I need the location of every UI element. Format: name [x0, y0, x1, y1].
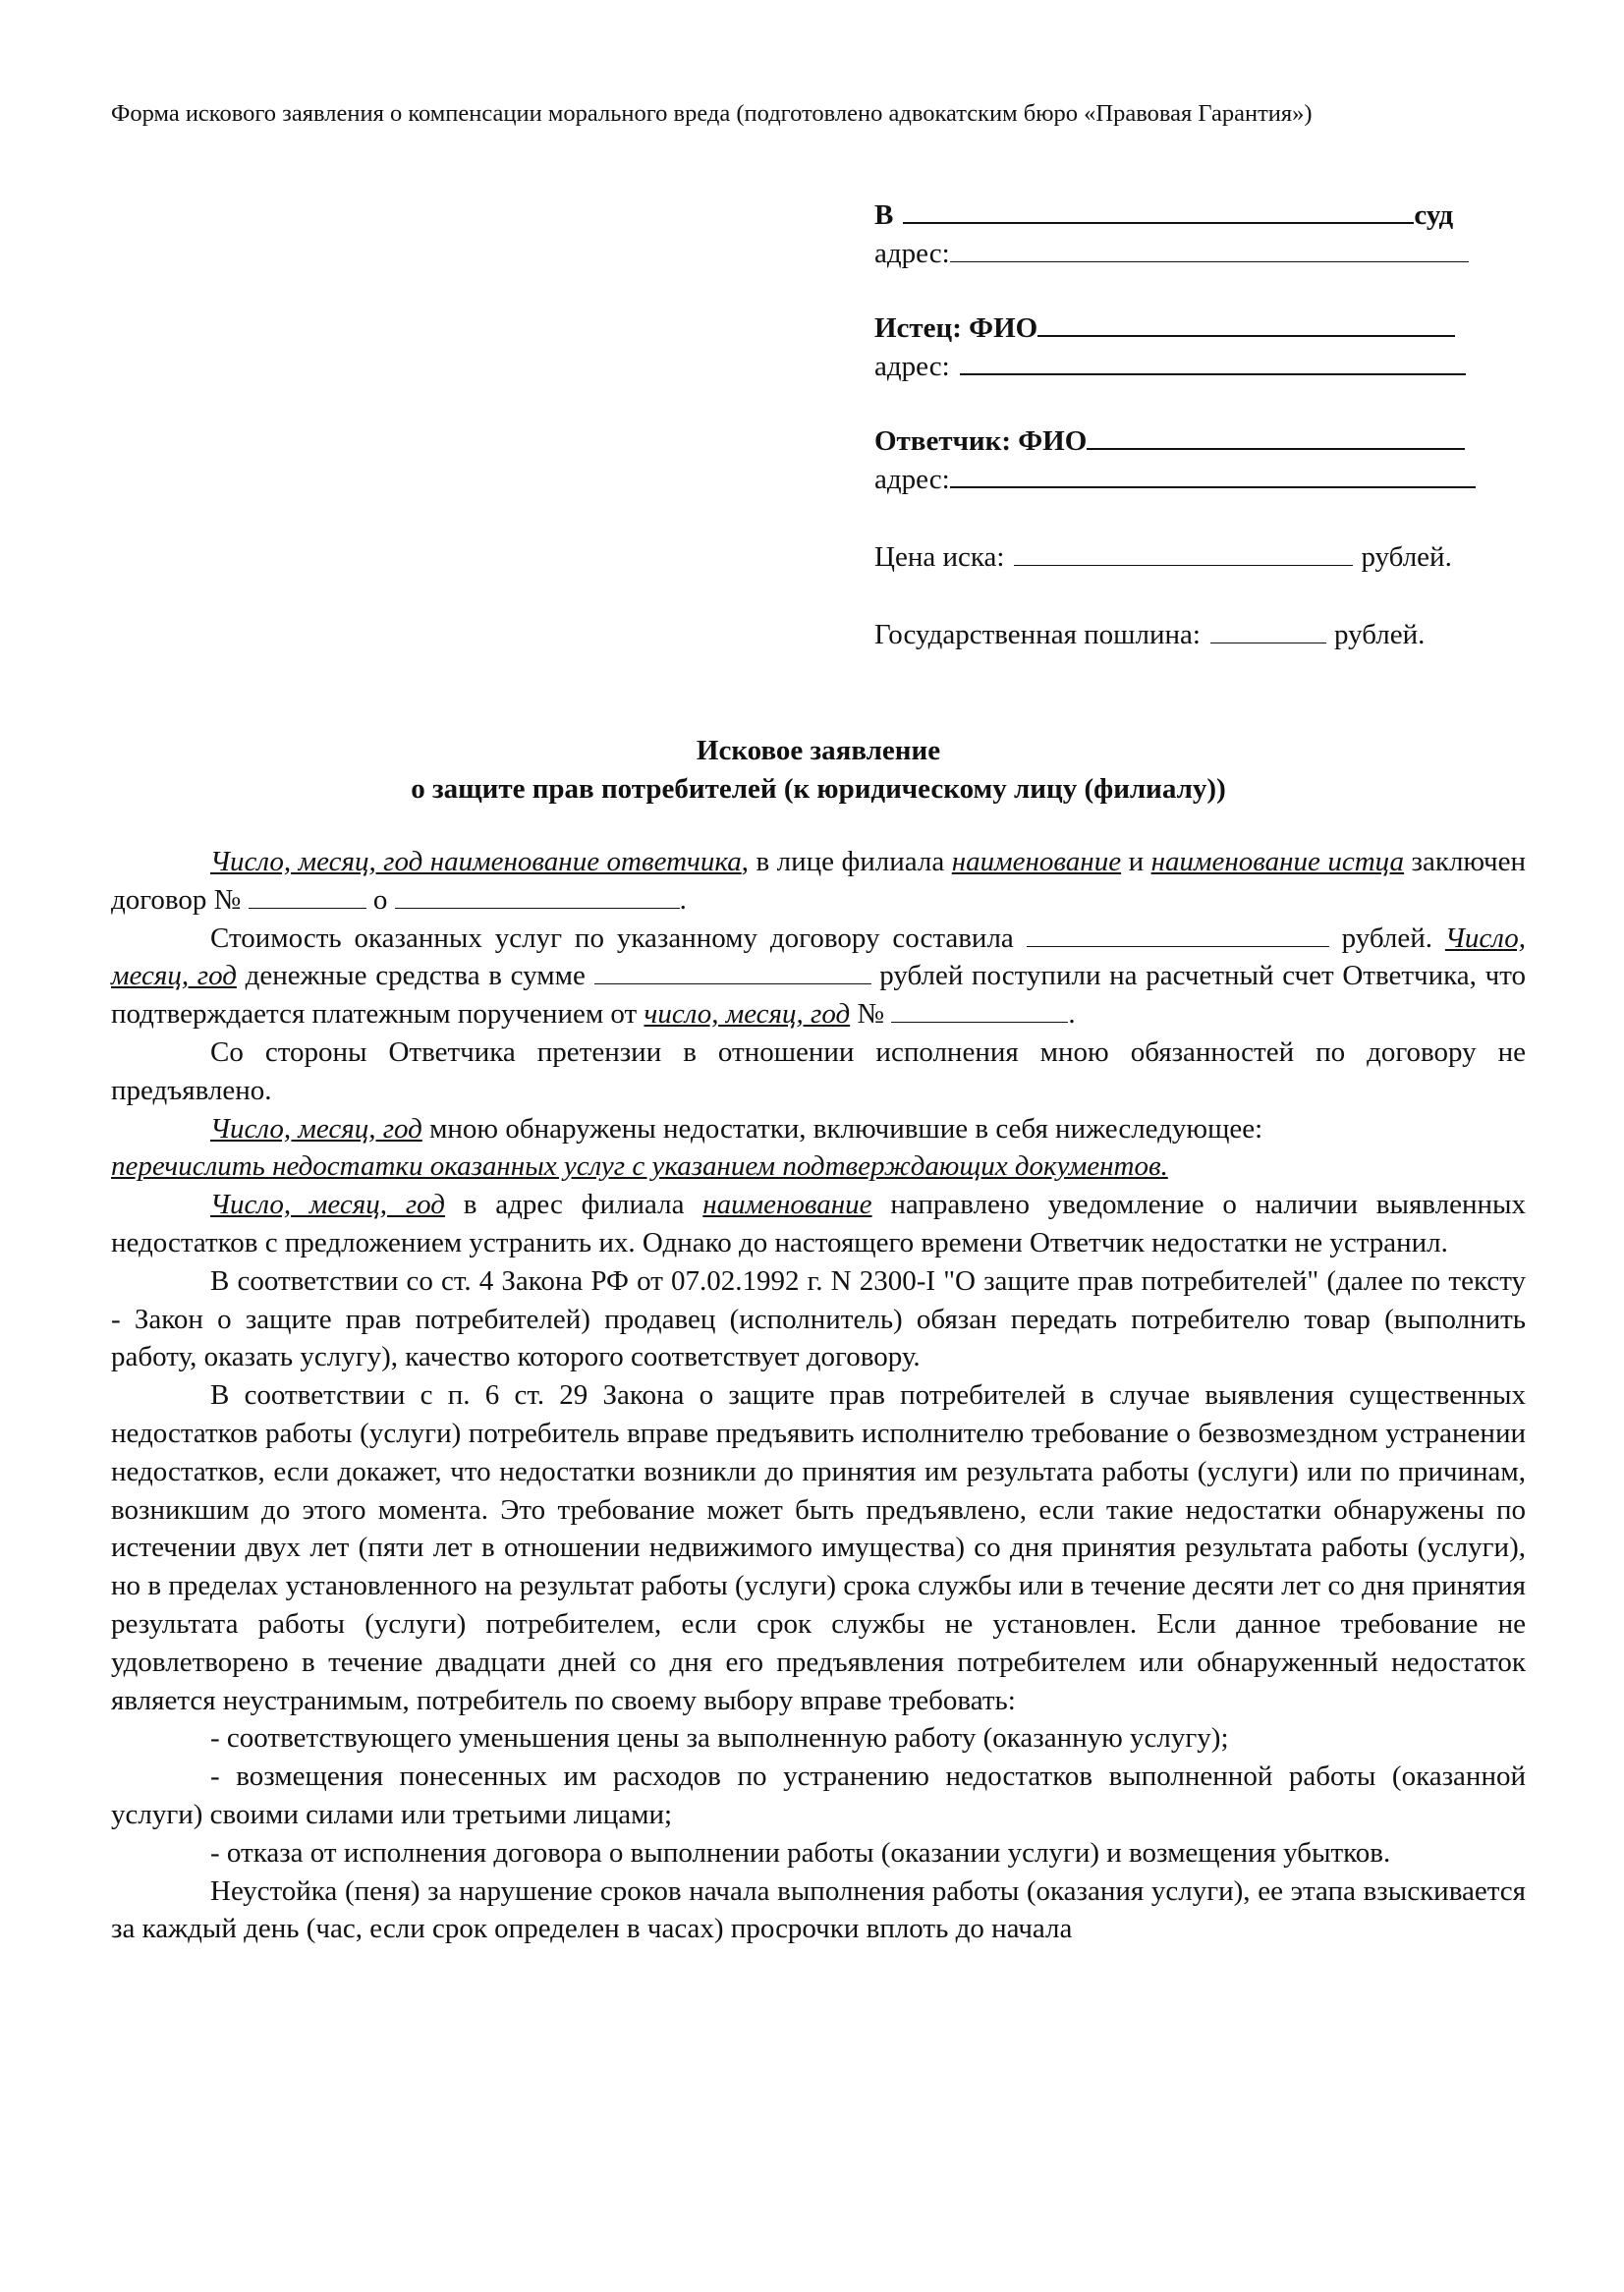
- list-item: - соответствующего уменьшения цены за выполненную работу (оказанную услугу);: [210, 1722, 1229, 1755]
- paragraph-payment: [111, 920, 1526, 1034]
- text-fragment: .: [679, 883, 687, 916]
- paragraph-notice: [111, 1186, 1526, 1262]
- placeholder-notice-date: Число, месяц, год: [210, 1189, 445, 1221]
- title-line-2: о защите прав потребителей (к юридическому лицу (филиалу)): [411, 773, 1226, 805]
- plaintiff-name-blank[interactable]: [1037, 309, 1455, 337]
- contract-number-blank[interactable]: [249, 884, 366, 909]
- text-fragment: .: [1068, 998, 1076, 1031]
- placeholder-payment-date: Число, месяц, год: [111, 922, 1526, 992]
- paragraph-law-article-29: В соответствии с п. 6 ст. 29 Закона о защите прав потребителей в случае выявления существенных недостатков работы (услуги) потребитель вправе предъявить исполнителю требование о безвозмездном устранении недостатков, если докажет, что недостатки возникли до принятия им результата работы (услуги) или по причинам, возникшим до этого момента. Это требование может быть предъявлено, если такие недостатки обнаружены по истечении двух лет (пяти лет в отношении недвижимого имущества) со дня принятия результата работы (услуги), но в пределах установленного на результат работы (услуги) срока службы или в течение десяти лет со дня принятия результата работы (услуги) потребителем, если срок службы не установлен. Если данное требование не удовлетворено в течение двадцати дней со дня его предъявления потребителем или обнаруженный недостаток является неустранимым, потребитель по своему выбору вправе требовать:: [111, 1379, 1526, 1716]
- duty-blank[interactable]: [1210, 617, 1326, 643]
- requirements-list: [111, 1719, 1526, 1872]
- placeholder-order-date: число, месяц, год: [644, 998, 851, 1031]
- claim-price-label: Цена иска:: [874, 541, 1005, 573]
- court-address-label: адрес:: [874, 238, 950, 269]
- court-prefix: В: [874, 199, 894, 231]
- paragraph-penalty: Неустойка (пеня) за нарушение сроков начала выполнения работы (оказания услуги), ее этапа взыскивается за каждый день (час, если срок определен в часах) просрочки вплоть до начала: [111, 1874, 1526, 1945]
- placeholder-defects-date: Число, месяц, год: [210, 1112, 422, 1145]
- text-fragment: о: [365, 883, 395, 916]
- document-title: [111, 732, 1526, 809]
- text-fragment: денежные средства в сумме: [236, 960, 594, 992]
- plaintiff-line: [874, 309, 1523, 348]
- list-item: - возмещения понесенных им расходов по устранению недостатков выполненной работы (оказанной услуги) своими силами или третьими лицами;: [111, 1761, 1526, 1830]
- duty-unit: рублей.: [1333, 619, 1426, 650]
- placeholder-date-defendant: Число, месяц, год наименование ответчика: [210, 846, 742, 877]
- duty-label: Государственная пошлина:: [874, 619, 1201, 650]
- defendant-address-label: адрес:: [874, 464, 950, 495]
- court-line: [874, 196, 1523, 235]
- text-fragment: в адрес филиала: [444, 1189, 703, 1221]
- text-fragment: рублей поступили на расчетный счет Ответчика, что подтверждается платежным поручением от: [111, 960, 1526, 1031]
- recipient-block: [874, 196, 1523, 654]
- court-name-blank[interactable]: [903, 196, 1414, 224]
- text-fragment: направлено уведомление о наличии выявленных недостатков с предложением устранить их. Однако до настоящего времени Ответчик недостатки не устранил.: [111, 1189, 1526, 1258]
- paragraph-contract: [111, 843, 1526, 920]
- paragraph-no-claims: Со стороны Ответчика претензии в отношении исполнения мною обязанностей по договору не предъявлено.: [111, 1035, 1526, 1106]
- placeholder-plaintiff-name: наименование истца: [1150, 846, 1405, 877]
- court-address-line: [874, 235, 1523, 273]
- text-fragment: №: [850, 998, 892, 1031]
- service-cost-blank[interactable]: [1027, 922, 1329, 947]
- contract-subject-blank[interactable]: [395, 884, 680, 909]
- list-item: - отказа от исполнения договора о выполнении работы (оказании услуги) и возмещения убытков.: [210, 1836, 1391, 1869]
- document-body: [111, 843, 1526, 1948]
- text-fragment: и: [1121, 846, 1151, 877]
- defendant-address-line: [874, 461, 1523, 499]
- text-fragment: рублей.: [1328, 922, 1445, 954]
- claim-price-line: [874, 538, 1523, 577]
- text-fragment: заключен договор №: [111, 846, 1526, 916]
- defendant-label: Ответчик: ФИО: [874, 425, 1088, 457]
- defendant-line: [874, 422, 1523, 461]
- payment-order-number-blank[interactable]: [891, 998, 1068, 1023]
- title-line-1: Исковое заявление: [696, 735, 941, 766]
- text-fragment: Стоимость оказанных услуг по указанному договору составила: [210, 922, 1027, 954]
- placeholder-notice-branch: наименование: [702, 1189, 872, 1221]
- payment-amount-blank[interactable]: [594, 960, 871, 984]
- defendant-name-blank[interactable]: [1087, 422, 1465, 450]
- plaintiff-address-line: [874, 348, 1523, 386]
- text-fragment: мною обнаружены недостатки, включившие в себя нижеследующее:: [421, 1112, 1263, 1145]
- placeholder-branch-name: наименование: [951, 846, 1122, 877]
- placeholder-defects-list: перечислить недостатки оказанных услуг с указанием подтверждающих документов.: [111, 1150, 1168, 1183]
- claim-price-blank[interactable]: [1014, 539, 1353, 566]
- plaintiff-address-blank[interactable]: [960, 348, 1466, 375]
- plaintiff-label: Истец: ФИО: [874, 312, 1038, 344]
- header-note: Форма искового заявления о компенсации морального вреда (подготовлено адвокатским бюро «Правовая Гарантия»): [111, 100, 1313, 127]
- defendant-address-blank[interactable]: [950, 461, 1476, 488]
- court-address-blank[interactable]: [950, 236, 1469, 262]
- claim-price-unit: рублей.: [1361, 541, 1452, 573]
- plaintiff-address-label: адрес:: [874, 351, 950, 382]
- duty-line: [874, 616, 1523, 654]
- court-suffix: суд: [1414, 199, 1454, 231]
- text-fragment: , в лице филиала: [741, 846, 952, 877]
- paragraph-defects-found: [111, 1110, 1526, 1187]
- paragraph-law-article-4: В соответствии со ст. 4 Закона РФ от 07.02.1992 г. N 2300-I "О защите прав потребителей" (далее по тексту - Закон о защите прав потребителей) продавец (исполнитель) обязан передать потребителю товар (выполнить работу, оказать услугу), качество которого соответствует договору.: [111, 1264, 1526, 1373]
